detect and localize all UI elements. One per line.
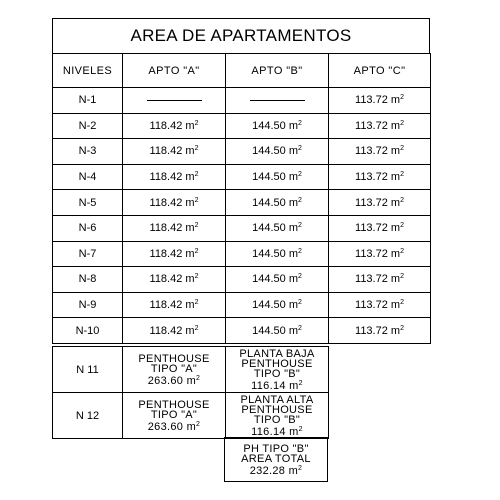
apto-b-area: 144.50 $m^2$ (226, 190, 329, 216)
cell-line: PLANTA BAJA (239, 347, 315, 360)
cell-line: PLANTA ALTA (240, 393, 314, 406)
table-row (53, 88, 431, 114)
apto-a-area: 118.42 $m^2$ (123, 318, 226, 344)
area-value: 116.14 $m^2$ (251, 425, 303, 438)
apto-b-area: 144.50 $m^2$ (226, 318, 329, 344)
level-label: N-10 (53, 318, 123, 344)
apto-c-area: 113.72 $m^2$ (329, 318, 431, 344)
penthouse-b-cell (226, 347, 329, 393)
ph-total-cell (225, 438, 328, 482)
level-label: N-7 (53, 241, 123, 267)
apto-b-area: 144.50 $m^2$ (226, 241, 329, 267)
ph-total-table (224, 437, 328, 482)
apto-a-area: 118.42 $m^2$ (123, 292, 226, 318)
table-row (53, 164, 431, 190)
apto-c-area: 113.72 $m^2$ (329, 139, 431, 165)
level-label: N-6 (53, 215, 123, 241)
apto-a-area: 118.42 $m^2$ (123, 190, 226, 216)
cell-line: PENTHOUSE (241, 403, 313, 416)
area-value: 232.28 $m^2$ (249, 464, 303, 477)
level-label: N-9 (53, 292, 123, 318)
header-apto-c: APTO "C" (329, 54, 431, 88)
penthouse-table (52, 346, 329, 439)
penthouse-row-n12 (53, 393, 329, 439)
penthouse-b-cell (226, 393, 329, 439)
apto-c-area: 113.72 $m^2$ (329, 241, 431, 267)
penthouse-a-cell (123, 393, 226, 439)
apto-c-area: 113.72 $m^2$ (329, 267, 431, 293)
apto-a-area: 118.42 $m^2$ (123, 267, 226, 293)
table-row (53, 267, 431, 293)
cell-line: PH TIPO "B" (243, 442, 309, 455)
table-row (53, 292, 431, 318)
table-row (53, 318, 431, 344)
apto-a-area: 118.42 $m^2$ (123, 139, 226, 165)
apto-c-area: 113.72 $m^2$ (329, 292, 431, 318)
apto-a-area: 118.42 $m^2$ (123, 215, 226, 241)
apto-c-area: 113.72 $m^2$ (329, 113, 431, 139)
apto-b-area: 144.50 $m^2$ (226, 215, 329, 241)
cell-line: PENTHOUSE (241, 357, 313, 370)
area-value: 116.14 $m^2$ (251, 379, 303, 392)
apto-b-area: 144.50 $m^2$ (226, 164, 329, 190)
apto-a-area: 118.42 $m^2$ (123, 241, 226, 267)
table-row (53, 190, 431, 216)
header-apto-a: APTO "A" (123, 54, 226, 88)
empty-dash (147, 100, 202, 101)
apto-b-area: 144.50 $m^2$ (226, 139, 329, 165)
level-label: N-3 (53, 139, 123, 165)
header-row (53, 54, 431, 88)
cell-line: AREA TOTAL (241, 452, 311, 465)
apto-c-area: 113.72 $m^2$ (329, 88, 431, 114)
empty-dash (250, 100, 305, 101)
level-label: N-8 (53, 267, 123, 293)
table-row (53, 215, 431, 241)
table-row (53, 139, 431, 165)
apto-b-area: 144.50 $m^2$ (226, 267, 329, 293)
level-label: N-1 (53, 88, 123, 114)
cell-line: TIPO "A" (150, 362, 198, 375)
area-table-body (53, 54, 431, 344)
apto-a-area (123, 88, 226, 114)
apto-c-area: 113.72 $m^2$ (329, 164, 431, 190)
apto-b-area (226, 88, 329, 114)
level-label: N 11 (53, 347, 123, 393)
cell-line: TIPO "B" (253, 413, 301, 426)
cell-line: TIPO "A" (150, 408, 198, 421)
area-value: 263.60 $m^2$ (147, 374, 201, 387)
apto-c-area: 113.72 $m^2$ (329, 215, 431, 241)
area-table (52, 53, 431, 344)
table-row (53, 241, 431, 267)
apto-a-area: 118.42 $m^2$ (123, 113, 226, 139)
penthouse-a-cell (123, 347, 226, 393)
table-row (53, 113, 431, 139)
page-title: AREA DE APARTAMENTOS (130, 26, 352, 45)
penthouse-row-n11 (53, 347, 329, 393)
header-apto-b: APTO "B" (226, 54, 329, 88)
area-value: 263.60 $m^2$ (147, 420, 201, 433)
apto-b-area: 144.50 $m^2$ (226, 292, 329, 318)
cell-line: PENTHOUSE (138, 352, 210, 365)
header-niveles: NIVELES (53, 54, 123, 88)
apto-b-area: 144.50 $m^2$ (226, 113, 329, 139)
apto-c-area: 113.72 $m^2$ (329, 190, 431, 216)
level-label: N-4 (53, 164, 123, 190)
level-label: N 12 (53, 393, 123, 439)
level-label: N-5 (53, 190, 123, 216)
cell-line: TIPO "B" (253, 367, 301, 380)
cell-line: PENTHOUSE (138, 398, 210, 411)
level-label: N-2 (53, 113, 123, 139)
apto-a-area: 118.42 $m^2$ (123, 164, 226, 190)
